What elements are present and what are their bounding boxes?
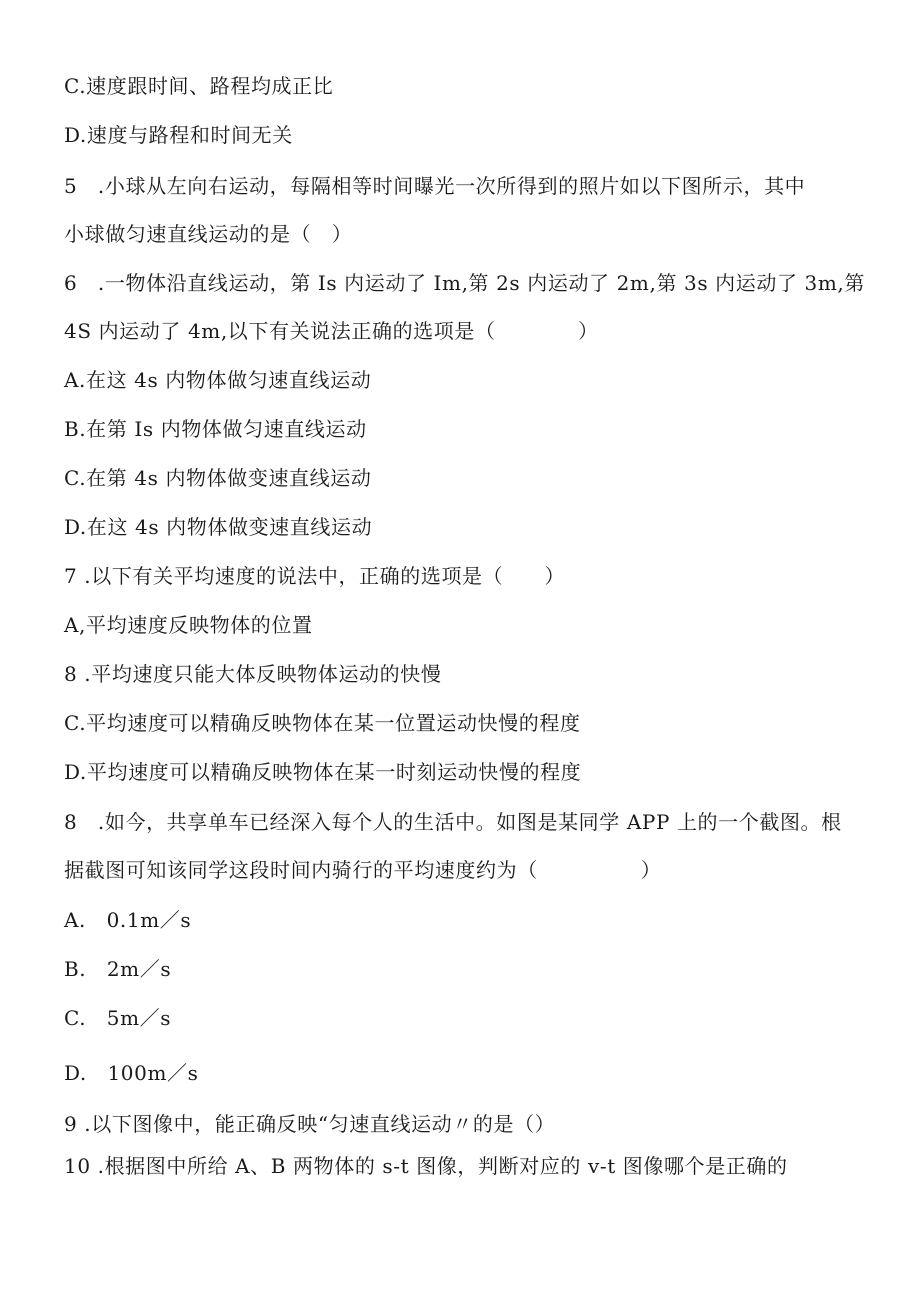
option-c-q7: C.平均速度可以精确反映物体在某一位置运动快慢的程度	[64, 711, 581, 735]
option-d-q4: D.速度与路程和时间无关	[64, 123, 293, 147]
option-b-q7: 8 .平均速度只能大体反映物体运动的快慢	[64, 662, 442, 686]
question-5-line-1: 5 .小球从左向右运动，每隔相等时间曝光一次所得到的照片如以下图所示，其中	[64, 174, 806, 198]
question-10: 10 .根据图中所给 A、B 两物体的 s-t 图像，判断对应的 v-t 图像哪个是正确的	[64, 1154, 788, 1178]
option-c-q6: C.在第 4s 内物体做变速直线运动	[64, 466, 372, 490]
option-a-q8: A. 0.1m／s	[64, 908, 192, 932]
option-a-q7: A,平均速度反映物体的位置	[64, 613, 313, 637]
question-6-line-2: 4S 内运动了 4m,以下有关说法正确的选项是（ ）	[64, 319, 599, 343]
option-c-q4: C.速度跟时间、路程均成正比	[64, 74, 334, 98]
question-8-line-2: 据截图可知该同学这段时间内骑行的平均速度约为（ ）	[64, 858, 662, 882]
option-d-q6: D.在这 4s 内物体做变速直线运动	[64, 515, 373, 539]
question-5-line-2: 小球做匀速直线运动的是（ ）	[64, 222, 353, 246]
option-b-q6: B.在第 Is 内物体做匀速直线运动	[64, 417, 367, 441]
option-d-q8: D. 100m／s	[64, 1061, 199, 1085]
option-b-q8: B. 2m／s	[64, 957, 172, 981]
question-9: 9 .以下图像中，能正确反映“匀速直线运动〃的是（）	[64, 1112, 556, 1136]
option-c-q8: C. 5m／s	[64, 1006, 172, 1030]
option-a-q6: A.在这 4s 内物体做匀速直线运动	[64, 368, 372, 392]
option-d-q7: D.平均速度可以精确反映物体在某一时刻运动快慢的程度	[64, 760, 582, 784]
question-6-line-1: 6 .一物体沿直线运动，第 Is 内运动了 Im,第 2s 内运动了 2m,第 3s 内运动了 3m,第	[64, 271, 865, 295]
question-8-line-1: 8 .如今，共享单车已经深入每个人的生活中。如图是某同学 APP 上的一个截图。根	[64, 810, 842, 834]
question-7: 7 .以下有关平均速度的说法中，正确的选项是（ ）	[64, 564, 566, 588]
